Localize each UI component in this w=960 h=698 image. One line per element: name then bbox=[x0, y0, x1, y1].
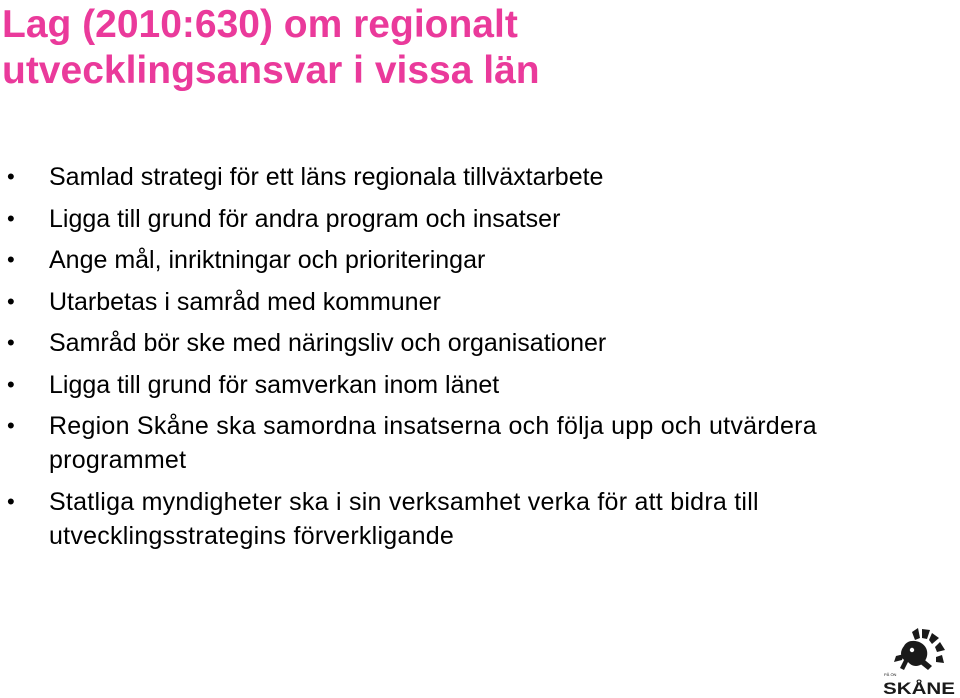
bullet-item bbox=[0, 202, 950, 236]
bullet-item bbox=[0, 160, 950, 194]
bullet-item bbox=[0, 326, 950, 360]
bullet-text: Ligga till grund för samverkan inom länet bbox=[49, 370, 500, 399]
bullet-item bbox=[0, 243, 950, 277]
bullet-dot: • bbox=[7, 205, 15, 231]
slide-title bbox=[2, 2, 540, 94]
logo-top-text: PÅ ÖN bbox=[884, 672, 897, 677]
bullet-text: Ange mål, inriktningar och prioriteringar bbox=[49, 246, 486, 274]
title-line-1: Lag (2010:630) om regionalt bbox=[2, 3, 518, 46]
bullet-dot: • bbox=[7, 488, 15, 514]
bullet-list bbox=[0, 160, 950, 560]
bullet-text: Samråd bör ske med näringsliv och organisationer bbox=[49, 329, 607, 357]
bullet-dot: • bbox=[7, 371, 15, 397]
bullet-item bbox=[0, 409, 950, 477]
bullet-dot: • bbox=[7, 164, 15, 189]
bullet-text: Utarbetas i samråd med kommuner bbox=[49, 287, 441, 316]
bullet-text: Ligga till grund för andra program och insatser bbox=[49, 204, 561, 233]
bullet-text-line-1: Statliga myndigheter ska i sin verksamhet verka för att bidra till bbox=[49, 487, 759, 516]
region-skane-logo bbox=[882, 626, 956, 696]
bullet-text-line-2: utvecklingsstrategins förverkligande bbox=[49, 521, 455, 550]
bullet-item bbox=[0, 368, 950, 402]
title-line-2: utvecklingsansvar i vissa län bbox=[2, 49, 540, 92]
bullet-dot: • bbox=[7, 247, 15, 272]
bullet-item bbox=[0, 485, 950, 553]
bullet-dot: • bbox=[7, 330, 15, 355]
griffin-emblem-icon bbox=[894, 628, 945, 670]
bullet-text-line-1: Region Skåne ska samordna insatserna och följa upp och utvärdera bbox=[49, 412, 817, 440]
bullet-text-line-2: programmet bbox=[49, 446, 187, 474]
bullet-item bbox=[0, 285, 950, 319]
bullet-dot: • bbox=[7, 288, 15, 314]
bullet-text: Samlad strategi för ett läns regionala tillväxtarbete bbox=[49, 163, 604, 191]
bullet-dot: • bbox=[7, 413, 15, 438]
logo-wordmark: SKÅNE bbox=[883, 679, 955, 696]
